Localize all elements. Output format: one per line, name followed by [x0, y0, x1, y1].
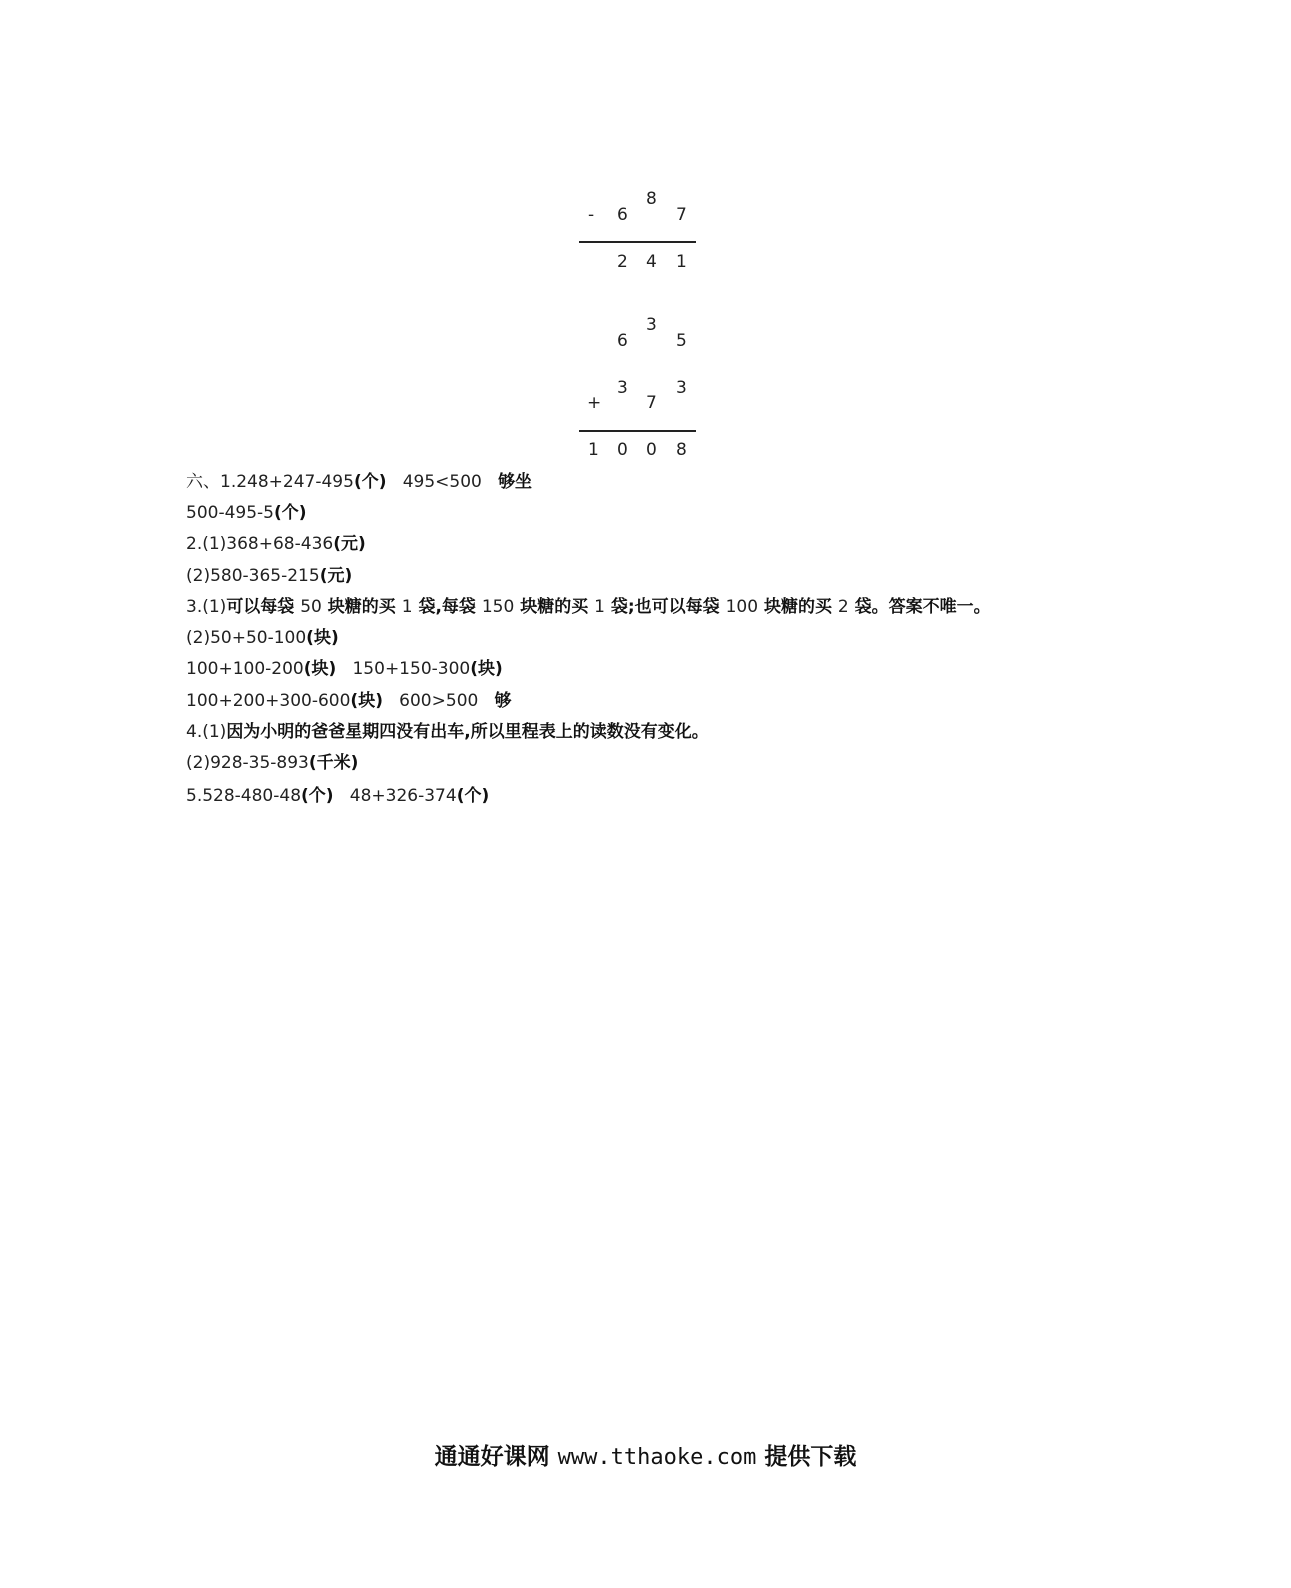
answer-line — [186, 722, 709, 742]
answer-bold-text: 块糖的买 — [758, 597, 838, 617]
answer-bold-text: (个) — [456, 786, 490, 806]
digit: 3 — [676, 378, 687, 398]
answer-text: 2.(1)368+68-436 — [186, 534, 334, 554]
digit: 5 — [676, 331, 687, 351]
answer-text: 4.(1) — [186, 722, 227, 742]
digit: 3 — [617, 378, 628, 398]
answer-bold-text: 块糖的买 — [514, 597, 595, 617]
answer-text: 100+100-200 — [186, 659, 304, 679]
answer-bold-text: (个) — [301, 786, 334, 806]
answer-bold-text: (元) — [319, 566, 353, 586]
sum-rule — [579, 430, 696, 432]
answer-bold-text: (块) — [303, 659, 337, 679]
answer-text: 1 — [401, 597, 413, 617]
digit: 1 — [588, 440, 599, 460]
digit: 7 — [676, 205, 687, 225]
answer-bold-text: 袋;也可以每袋 — [604, 597, 726, 617]
answer-bold-text: 可以每袋 — [226, 597, 301, 617]
answer-bold-text: (个) — [273, 503, 307, 523]
answer-text: 2 — [837, 597, 849, 617]
footer-watermark — [0, 1438, 1291, 1471]
digit: 4 — [646, 252, 657, 272]
footer-url: www.tthaoke.com — [557, 1445, 757, 1470]
sum-rule — [579, 241, 696, 243]
answer-text: (2)50+50-100 — [186, 628, 307, 648]
answer-text: 50 — [300, 597, 322, 617]
answer-line — [186, 503, 307, 523]
answer-bold-text: 袋,每袋 — [412, 597, 482, 617]
digit: 6 — [617, 205, 628, 225]
answer-text: 100+200+300-600 — [186, 691, 351, 711]
digit: 0 — [617, 440, 628, 460]
answer-text: 48+326-374 — [333, 786, 457, 806]
answer-text: 1 — [594, 597, 605, 617]
answer-text: 六、1.248+247-495 — [186, 472, 354, 492]
answer-bold-text: 因为小明的爸爸星期四没有出车,所以里程表上的读数没有变化。 — [226, 722, 709, 742]
answer-text: 5.528-480-48 — [186, 786, 302, 806]
plus-sign: + — [587, 393, 602, 413]
answer-bold-text: 够坐 — [498, 472, 533, 492]
answer-line — [186, 534, 366, 554]
answer-bold-text: 袋。答案不唯一。 — [848, 597, 991, 617]
answer-text: 150 — [481, 597, 515, 617]
answer-bold-text: (个) — [353, 472, 387, 492]
answer-bold-text: 块糖的买 — [321, 597, 402, 617]
answer-line — [186, 566, 352, 586]
answer-text: 3.(1) — [186, 597, 227, 617]
answer-text: 495<500 — [386, 472, 499, 492]
answer-line — [186, 786, 489, 806]
answer-text: 600>500 — [382, 691, 495, 711]
answer-bold-text: (块) — [306, 628, 339, 648]
digit: 3 — [646, 315, 657, 335]
minus-sign: - — [588, 205, 595, 225]
answer-text: (2)580-365-215 — [186, 566, 320, 586]
answer-line — [186, 753, 358, 773]
answer-bold-text: 够 — [494, 691, 512, 711]
answer-text: 500-495-5 — [186, 503, 274, 523]
digit: 1 — [676, 252, 687, 272]
answer-text: (2)928-35-893 — [186, 753, 309, 773]
digit: 8 — [646, 189, 657, 209]
answer-bold-text: (千米) — [308, 753, 359, 773]
digit: 2 — [617, 252, 628, 272]
digit: 7 — [646, 393, 657, 413]
digit: 8 — [676, 440, 687, 460]
footer-site-name: 通通好课网 — [434, 1444, 550, 1470]
digit: 0 — [646, 440, 657, 460]
footer-suffix: 提供下载 — [764, 1444, 857, 1470]
answer-line — [186, 472, 532, 492]
answer-bold-text: (元) — [333, 534, 366, 554]
answer-line — [186, 691, 512, 711]
answer-text: 100 — [725, 597, 759, 617]
answer-text: 150+150-300 — [336, 659, 471, 679]
answer-line — [186, 628, 339, 648]
digit: 6 — [617, 331, 628, 351]
answer-line — [186, 659, 503, 679]
answer-bold-text: (块) — [350, 691, 383, 711]
answer-line — [186, 597, 991, 617]
answer-bold-text: (块) — [470, 659, 503, 679]
